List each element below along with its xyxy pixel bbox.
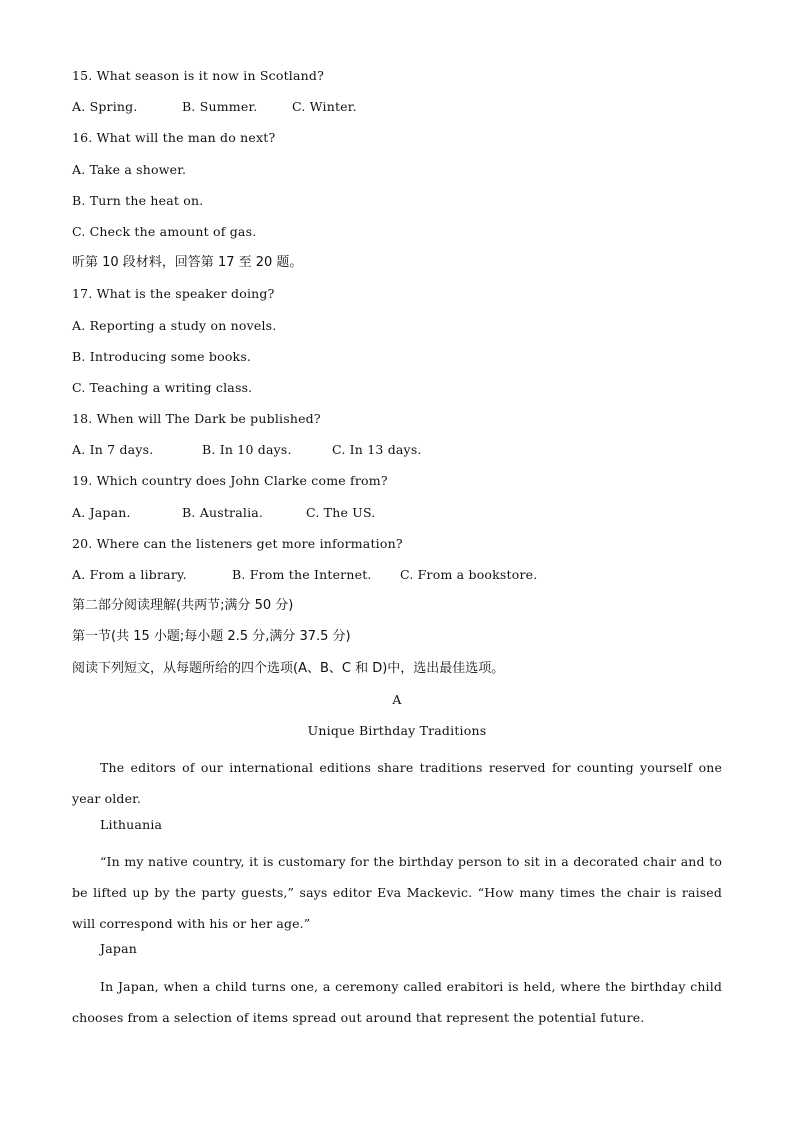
part-2-heading: 第二部分阅读理解(共两节;满分 50 分) xyxy=(72,598,294,614)
question-15-option-c: C. Winter. xyxy=(292,99,357,115)
passage-letter: A xyxy=(392,691,402,707)
question-16-option-b: B. Turn the heat on. xyxy=(72,192,204,208)
question-18-stem: 18. When will The Dark be published? xyxy=(72,411,321,427)
lithuania-paragraph-text: “In my native country, it is customary for the birthday person to sit in a decorated chair and to be lifted up by the party guests,” says editor Eva Mackevic. “How many times the chair is raised will correspond with his or her age.” xyxy=(72,853,722,932)
question-16-option-c: C. Check the amount of gas. xyxy=(72,223,257,239)
japan-paragraph-text: In Japan, when a child turns one, a ceremony called erabitori is held, where the birthday child chooses from a selection of items spread out around that represent the potential future. xyxy=(72,978,722,1025)
question-19-options xyxy=(72,503,722,534)
question-15-options xyxy=(72,97,722,128)
question-17-option-b: B. Introducing some books. xyxy=(72,348,252,364)
lithuania-paragraph xyxy=(72,846,722,940)
question-20-option-c: C. From a bookstore. xyxy=(400,567,538,582)
question-18-option-b: B. In 10 days. xyxy=(202,442,292,458)
japan-paragraph xyxy=(72,971,722,1033)
passage-intro-text: The editors of our international editions share traditions reserved for counting yourself one year older. xyxy=(72,760,722,807)
question-17-option-a: A. Reporting a study on novels. xyxy=(72,317,277,333)
question-20-stem: 20. Where can the listeners get more information? xyxy=(72,535,403,551)
section-10-instruction: 听第 10 段材料，回答第 17 至 20 题。 xyxy=(72,255,303,271)
question-17-stem: 17. What is the speaker doing? xyxy=(72,286,275,302)
question-16-option-a: A. Take a shower. xyxy=(72,161,187,177)
part-2-section-1: 第一节(共 15 小题;每小题 2.5 分,满分 37.5 分) xyxy=(72,629,351,645)
document-page xyxy=(72,66,722,1033)
lithuania-heading: Lithuania xyxy=(100,816,163,832)
question-20-option-b: B. From the Internet. xyxy=(232,567,372,582)
passage-title: Unique Birthday Traditions xyxy=(307,722,487,738)
question-19-stem: 19. Which country does John Clarke come from? xyxy=(72,473,388,489)
question-19-option-b: B. Australia. xyxy=(182,504,264,520)
passage-intro xyxy=(72,752,722,814)
question-15-option-a: A. Spring. xyxy=(72,99,138,115)
question-15-stem: 15. What season is it now in Scotland? xyxy=(72,68,324,83)
question-16-stem: 16. What will the man do next? xyxy=(72,130,276,146)
question-19-option-a: A. Japan. xyxy=(72,504,131,520)
question-17-option-c: C. Teaching a writing class. xyxy=(72,379,253,395)
japan-heading: Japan xyxy=(100,941,137,957)
question-18-options xyxy=(72,440,722,471)
question-15-option-b: B. Summer. xyxy=(182,99,258,115)
question-18-option-c: C. In 13 days. xyxy=(332,442,422,458)
question-20-option-a: A. From a library. xyxy=(72,567,187,582)
question-18-option-a: A. In 7 days. xyxy=(72,442,154,458)
question-19-option-c: C. The US. xyxy=(306,504,376,520)
part-2-instruction: 阅读下列短文，从每题所给的四个选项(A、B、C 和 D)中，选出最佳选项。 xyxy=(72,660,505,676)
question-20-options xyxy=(72,565,722,596)
